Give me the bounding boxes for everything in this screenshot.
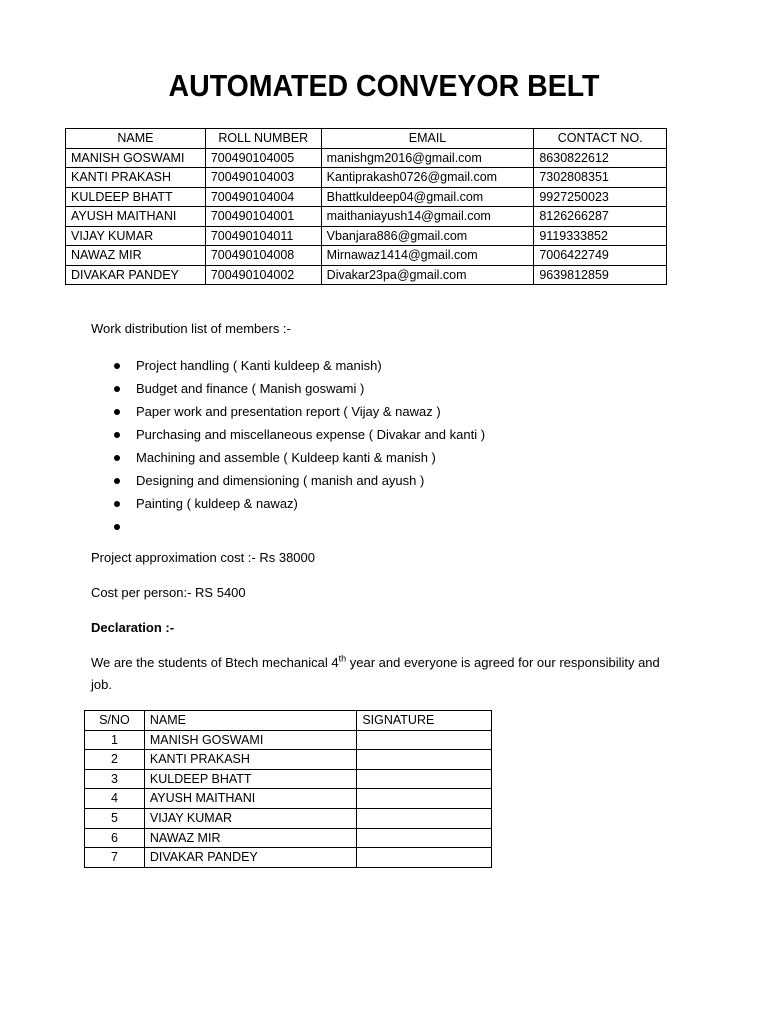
member-email: Divakar23pa@gmail.com bbox=[321, 265, 534, 285]
bullet-icon bbox=[114, 432, 120, 438]
member-contact: 9639812859 bbox=[534, 265, 667, 285]
bullet-icon bbox=[114, 363, 120, 369]
list-item-text: Project handling ( Kanti kuldeep & manish) bbox=[136, 358, 382, 373]
table-row bbox=[85, 808, 492, 828]
signature-cell bbox=[357, 730, 492, 750]
members-table bbox=[65, 128, 667, 285]
signature-cell bbox=[357, 848, 492, 868]
header-roll-number: ROLL NUMBER bbox=[205, 129, 321, 149]
member-contact: 8126266287 bbox=[534, 207, 667, 227]
member-name: NAWAZ MIR bbox=[66, 246, 206, 266]
member-contact: 7302808351 bbox=[534, 168, 667, 188]
member-roll: 700490104004 bbox=[205, 187, 321, 207]
serial-number: 3 bbox=[85, 769, 145, 789]
bullet-icon bbox=[114, 478, 120, 484]
signature-cell bbox=[357, 808, 492, 828]
list-item-text: Painting ( kuldeep & nawaz) bbox=[136, 496, 298, 511]
list-item bbox=[114, 423, 485, 446]
member-name: DIVAKAR PANDEY bbox=[144, 848, 356, 868]
list-item bbox=[114, 377, 485, 400]
member-name: VIJAY KUMAR bbox=[144, 808, 356, 828]
bullet-icon bbox=[114, 409, 120, 415]
signature-table bbox=[84, 710, 492, 868]
work-distribution-heading: Work distribution list of members :- bbox=[91, 321, 291, 336]
member-name: AYUSH MAITHANI bbox=[144, 789, 356, 809]
table-row bbox=[66, 226, 667, 246]
member-name: MANISH GOSWAMI bbox=[144, 730, 356, 750]
member-roll: 700490104003 bbox=[205, 168, 321, 188]
header-contact: CONTACT NO. bbox=[534, 129, 667, 149]
list-item-text: Purchasing and miscellaneous expense ( Divakar and kanti ) bbox=[136, 427, 486, 442]
table-header-row bbox=[85, 711, 492, 731]
signature-cell bbox=[357, 769, 492, 789]
table-row bbox=[66, 187, 667, 207]
project-cost: Project approximation cost :- Rs 38000 bbox=[91, 550, 315, 565]
signature-cell bbox=[357, 789, 492, 809]
list-item bbox=[114, 400, 485, 423]
declaration-text-start: We are the students of Btech mechanical 4 bbox=[91, 655, 339, 670]
header-name: NAME bbox=[144, 711, 356, 731]
page-title: AUTOMATED CONVEYOR BELT bbox=[168, 68, 600, 103]
member-name: NAWAZ MIR bbox=[144, 828, 356, 848]
table-row bbox=[85, 769, 492, 789]
list-item-text: Machining and assemble ( Kuldeep kanti & manish ) bbox=[136, 450, 436, 465]
member-roll: 700490104001 bbox=[205, 207, 321, 227]
table-row bbox=[66, 265, 667, 285]
member-email: Mirnawaz1414@gmail.com bbox=[321, 246, 534, 266]
list-item-text: Budget and finance ( Manish goswami ) bbox=[136, 381, 365, 396]
member-roll: 700490104005 bbox=[205, 148, 321, 168]
header-name: NAME bbox=[66, 129, 206, 149]
serial-number: 4 bbox=[85, 789, 145, 809]
declaration-text-end: year and everyone is agreed for our responsibility and job. bbox=[91, 655, 660, 692]
member-name: KULDEEP BHATT bbox=[66, 187, 206, 207]
serial-number: 5 bbox=[85, 808, 145, 828]
declaration-superscript: th bbox=[338, 653, 347, 664]
member-name: KANTI PRAKASH bbox=[66, 168, 206, 188]
table-row bbox=[66, 148, 667, 168]
list-item bbox=[114, 354, 485, 377]
member-email: Kantiprakash0726@gmail.com bbox=[321, 168, 534, 188]
member-name: VIJAY KUMAR bbox=[66, 226, 206, 246]
member-name: MANISH GOSWAMI bbox=[66, 148, 206, 168]
table-row bbox=[85, 750, 492, 770]
member-roll: 700490104011 bbox=[205, 226, 321, 246]
signature-cell bbox=[357, 750, 492, 770]
bullet-icon bbox=[114, 455, 120, 461]
serial-number: 6 bbox=[85, 828, 145, 848]
member-roll: 700490104002 bbox=[205, 265, 321, 285]
header-signature: SIGNATURE bbox=[357, 711, 492, 731]
member-email: Vbanjara886@gmail.com bbox=[321, 226, 534, 246]
member-email: maithaniayush14@gmail.com bbox=[321, 207, 534, 227]
member-name: DIVAKAR PANDEY bbox=[66, 265, 206, 285]
list-item-text: Paper work and presentation report ( Vijay & nawaz ) bbox=[136, 404, 441, 419]
cost-per-person: Cost per person:- RS 5400 bbox=[91, 585, 246, 600]
member-contact: 9927250023 bbox=[534, 187, 667, 207]
work-distribution-list bbox=[114, 354, 485, 538]
table-header-row bbox=[66, 129, 667, 149]
bullet-icon bbox=[114, 501, 120, 507]
member-contact: 7006422749 bbox=[534, 246, 667, 266]
table-row bbox=[85, 730, 492, 750]
list-item bbox=[114, 515, 485, 538]
member-name: KANTI PRAKASH bbox=[144, 750, 356, 770]
member-contact: 8630822612 bbox=[534, 148, 667, 168]
member-name: AYUSH MAITHANI bbox=[66, 207, 206, 227]
table-row bbox=[66, 246, 667, 266]
header-email: EMAIL bbox=[321, 129, 534, 149]
serial-number: 1 bbox=[85, 730, 145, 750]
member-roll: 700490104008 bbox=[205, 246, 321, 266]
member-email: manishgm2016@gmail.com bbox=[321, 148, 534, 168]
header-serial: S/NO bbox=[85, 711, 145, 731]
table-row bbox=[66, 168, 667, 188]
table-row bbox=[85, 828, 492, 848]
member-contact: 9119333852 bbox=[534, 226, 667, 246]
member-name: KULDEEP BHATT bbox=[144, 769, 356, 789]
list-item-text: Designing and dimensioning ( manish and ayush ) bbox=[136, 473, 425, 488]
serial-number: 2 bbox=[85, 750, 145, 770]
bullet-icon bbox=[114, 524, 120, 530]
declaration-text bbox=[91, 652, 681, 696]
signature-cell bbox=[357, 828, 492, 848]
serial-number: 7 bbox=[85, 848, 145, 868]
declaration-heading: Declaration :- bbox=[91, 620, 175, 635]
list-item bbox=[114, 446, 485, 469]
table-row bbox=[85, 848, 492, 868]
table-row bbox=[85, 789, 492, 809]
member-email: Bhattkuldeep04@gmail.com bbox=[321, 187, 534, 207]
list-item bbox=[114, 469, 485, 492]
list-item bbox=[114, 492, 485, 515]
table-row bbox=[66, 207, 667, 227]
bullet-icon bbox=[114, 386, 120, 392]
